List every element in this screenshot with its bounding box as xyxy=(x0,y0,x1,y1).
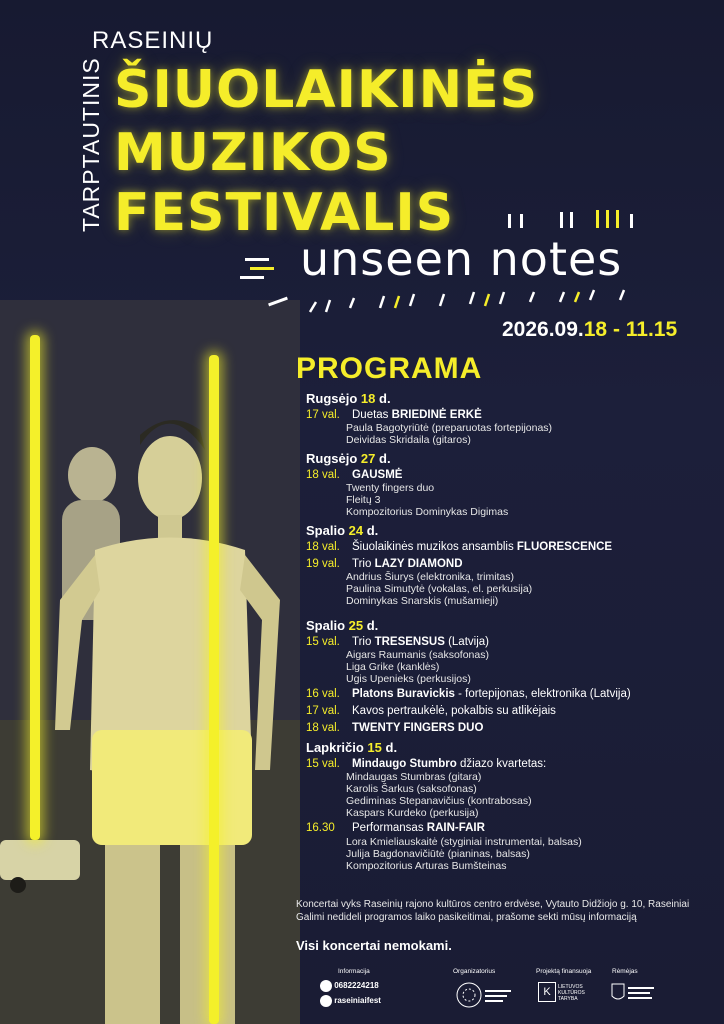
event-title xyxy=(352,469,716,483)
day-month: Lapkričio xyxy=(306,740,364,756)
city-name: RASEINIŲ xyxy=(92,27,214,54)
sponsor-logo xyxy=(608,980,658,1006)
funded-label: Projektą finansuoja xyxy=(536,968,592,975)
phone-row[interactable] xyxy=(320,980,379,992)
decor-dash xyxy=(508,214,511,228)
program-event xyxy=(306,822,716,836)
event-title xyxy=(352,822,716,836)
festival-tag: TARPTAUTINIS xyxy=(78,57,104,232)
program-heading: PROGRAMA xyxy=(296,352,483,385)
sponsor-label: Rėmėjas xyxy=(612,968,638,975)
organizer-logo xyxy=(455,980,515,1010)
performer: Aigars Raumanis (saksofonas) xyxy=(346,649,489,662)
performer: Dominykas Snarskis (mušamieji) xyxy=(346,595,499,608)
date-start: 2026.09. xyxy=(502,318,584,341)
event-time: 18 val. xyxy=(306,540,340,553)
event-name: FLUORESCENCE xyxy=(516,540,613,553)
event-name: RAIN-FAIR xyxy=(426,822,485,835)
festival-subtitle: unseen notes xyxy=(300,232,623,286)
event-time: 16 val. xyxy=(306,688,340,701)
event-title xyxy=(352,705,716,719)
event-suffix: džiazo kvartetas: xyxy=(456,757,547,770)
phone-number: 0682224218 xyxy=(334,981,379,991)
day-month: Spalio xyxy=(306,523,346,539)
title-line-2: MUZIKOS xyxy=(114,123,392,183)
performer: Twenty fingers duo xyxy=(346,482,435,495)
decor-dash xyxy=(245,258,269,261)
event-title xyxy=(352,636,716,650)
event-name: GAUSMĖ xyxy=(352,468,403,481)
day-suffix: d. xyxy=(379,391,391,406)
decor-dash xyxy=(240,276,264,279)
day-month: Rugsėjo xyxy=(306,391,358,406)
program-event xyxy=(306,469,716,483)
decor-dash xyxy=(616,210,619,228)
day-suffix: d. xyxy=(366,523,379,539)
program-list xyxy=(306,392,716,872)
performer: Fleitų 3 xyxy=(346,494,381,507)
festival-dates xyxy=(502,318,677,342)
performer: Andrius Šiurys (elektronika, trimitas) xyxy=(346,571,515,584)
decor-dash xyxy=(560,212,563,228)
performer: Paula Bagotyriūtė (preparuotas fortepijonas) xyxy=(346,422,553,435)
event-time: 15 val. xyxy=(306,635,340,648)
event-title xyxy=(352,688,716,702)
decor-dash xyxy=(630,214,633,228)
sound-wave-decoration xyxy=(290,288,660,318)
day-heading xyxy=(306,392,716,406)
event-time: 19 val. xyxy=(306,557,340,570)
day-heading xyxy=(306,452,716,466)
facebook-handle: raseiniaifest xyxy=(334,996,381,1006)
event-name: TWENTY FINGERS DUO xyxy=(352,721,484,734)
performer: Lora Kmieliauskaitė (styginiai instrumentai, balsas) xyxy=(346,835,582,848)
day-number: 24 xyxy=(348,523,364,539)
funder-name: LIETUVOS KULTŪROS TARYBA xyxy=(558,984,585,1002)
event-time: 18 val. xyxy=(306,721,340,734)
decor-dash xyxy=(250,267,274,270)
event-title xyxy=(352,409,716,423)
event-prefix: Trio xyxy=(352,635,375,648)
day-month: Rugsėjo xyxy=(306,451,358,467)
event-prefix: Performansas xyxy=(352,822,427,835)
performer: Kompozitorius Arturas Bumšteinas xyxy=(346,859,507,872)
title-line-3: FESTIVALIS xyxy=(114,183,455,243)
program-event xyxy=(306,705,716,719)
performer: Paulina Simutytė (vokalas, el. perkusija) xyxy=(346,583,533,596)
program-event xyxy=(306,558,716,572)
organizer-label: Organizatorius xyxy=(453,968,496,975)
day-heading xyxy=(306,619,716,633)
day-heading xyxy=(306,524,716,538)
event-suffix: - fortepijonas, elektronika (Latvija) xyxy=(454,688,631,701)
event-prefix: Duetas xyxy=(352,408,392,421)
performer: Ugis Upenieks (perkusijos) xyxy=(346,673,471,686)
facebook-icon xyxy=(320,995,332,1007)
notice-line-2: Galimi nedideli programos laiko pasikeitimai, prašome sekti mūsų informaciją xyxy=(296,912,637,923)
day-suffix: d. xyxy=(385,740,398,756)
event-name: TRESENSUS xyxy=(374,635,445,648)
event-prefix: Kavos pertraukėlė, pokalbis su atlikėjais xyxy=(352,704,556,717)
event-title xyxy=(352,722,716,736)
performer: Mindaugas Stumbras (gitara) xyxy=(346,771,482,784)
day-number: 18 xyxy=(360,391,376,406)
event-title xyxy=(352,558,716,572)
performer: Liga Grike (kanklės) xyxy=(346,661,440,674)
event-title xyxy=(352,541,716,555)
day-heading xyxy=(306,741,716,755)
day-month: Spalio xyxy=(306,618,346,634)
event-time: 17 val. xyxy=(306,408,340,421)
date-highlight: 18 - 11.15 xyxy=(583,318,678,341)
performer: Kaspars Kurdeko (perkusija) xyxy=(346,807,479,820)
program-event xyxy=(306,541,716,555)
event-time: 15 val. xyxy=(306,757,340,770)
performer: Gediminas Stepanavičius (kontrabosas) xyxy=(346,795,532,808)
free-entry-text: Visi koncertai nemokami. xyxy=(296,938,452,953)
event-title xyxy=(352,758,716,772)
decor-dash xyxy=(570,212,573,228)
day-suffix: d. xyxy=(366,618,379,634)
day-number: 25 xyxy=(348,618,364,634)
program-event xyxy=(306,636,716,650)
event-prefix: Šiuolaikinės muzikos ansamblis xyxy=(352,540,517,553)
notice xyxy=(296,898,716,924)
event-time: 16.30 xyxy=(306,822,335,835)
day-suffix: d. xyxy=(379,451,391,467)
event-suffix: (Latvija) xyxy=(444,635,489,648)
program-event xyxy=(306,722,716,736)
performer: Kompozitorius Dominykas Digimas xyxy=(346,506,509,519)
facebook-row[interactable] xyxy=(320,995,381,1007)
light-tube-left xyxy=(30,335,40,840)
program-event xyxy=(306,409,716,423)
light-tube-center xyxy=(209,355,219,1024)
phone-icon xyxy=(320,980,332,992)
event-time: 17 val. xyxy=(306,704,340,717)
program-event xyxy=(306,758,716,772)
event-prefix: Trio xyxy=(352,557,375,570)
event-name: Mindaugo Stumbro xyxy=(352,757,457,770)
event-time: 18 val. xyxy=(306,468,340,481)
decor-dash xyxy=(606,210,609,228)
performer: Karolis Šarkus (saksofonas) xyxy=(346,783,477,796)
event-name: LAZY DIAMOND xyxy=(374,557,463,570)
event-name: BRIEDINĖ ERKĖ xyxy=(391,408,482,421)
title-line-1: ŠIUOLAIKINĖS xyxy=(114,60,539,120)
program-event xyxy=(306,688,716,702)
notice-line-1: Koncertai vyks Raseinių rajono kultūros centro erdvėse, Vytauto Didžiojo g. 10, Raseiniai xyxy=(296,899,690,910)
performer: Deividas Skridaila (gitaros) xyxy=(346,434,471,447)
decor-dash xyxy=(520,214,523,228)
performer: Julija Bagdonavičiūtė (pianinas, balsas) xyxy=(346,847,530,860)
performer-photo xyxy=(0,300,300,1024)
info-label: Informacija xyxy=(338,968,370,975)
day-number: 27 xyxy=(360,451,376,467)
event-name: Platons Buravickis xyxy=(352,688,455,701)
performer-illustration xyxy=(0,300,300,1024)
day-number: 15 xyxy=(367,740,382,756)
decor-dash xyxy=(596,210,599,228)
funder-logo-icon: K xyxy=(538,982,556,1002)
